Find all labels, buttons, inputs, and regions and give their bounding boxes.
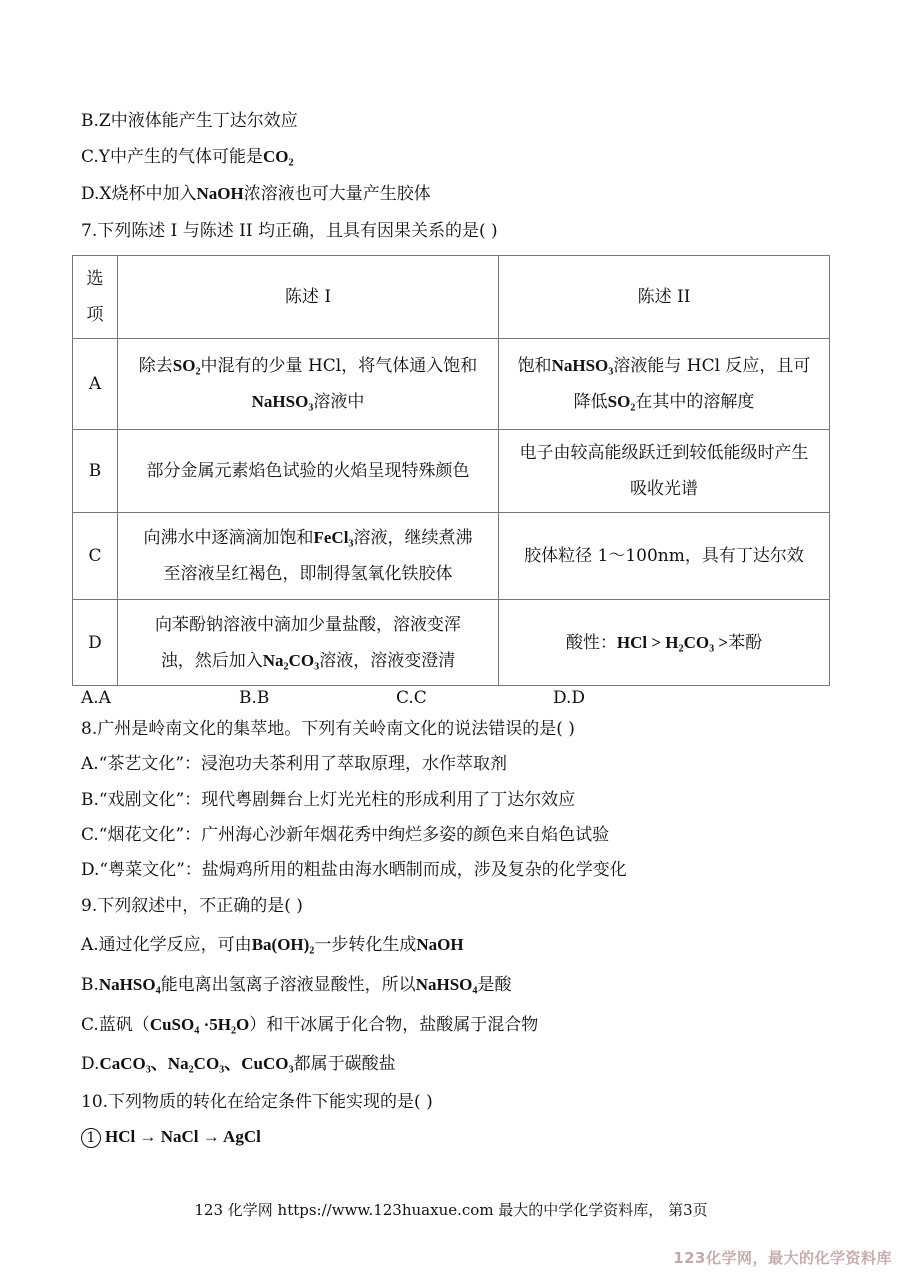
text: 浊，然后加入 — [160, 650, 263, 671]
q6-option-c-text: C.Y中产生的气体可能是 — [81, 147, 264, 167]
row-b-statement-2 — [499, 430, 830, 513]
q6-option-d — [81, 183, 431, 205]
circled-number: 1 — [81, 1128, 101, 1148]
row-a-statement-1 — [118, 339, 499, 430]
formula: HCl > H₂CO₃ > — [616, 632, 729, 652]
text: 溶液，继续煮沸 — [353, 528, 473, 548]
row-a-s2-line2 — [507, 384, 821, 420]
formula: SO₂ — [172, 356, 201, 375]
table-row-c — [73, 513, 830, 600]
q9-option-d — [81, 1053, 396, 1075]
text: 酸性： — [565, 632, 617, 653]
formula: Ba(OH)₂ — [251, 935, 315, 954]
formula: NaHSO₃ — [251, 392, 314, 411]
row-d-s1-line2 — [126, 643, 490, 679]
q10-item-1 — [81, 1126, 261, 1148]
header-statement-1: 陈述 I — [118, 256, 499, 339]
row-b-option: B — [73, 430, 118, 513]
row-d-statement-1 — [118, 600, 499, 686]
row-a-s2-line1 — [507, 348, 821, 384]
q8-option-a: A.“茶艺文化”：浸泡功夫茶利用了萃取原理，水作萃取剂 — [81, 754, 508, 774]
q9-question: 9.下列叙述中，不正确的是( ) — [81, 896, 303, 916]
q6-option-b: B.Z中液体能产生丁达尔效应 — [81, 111, 298, 131]
q6-option-d-text: D.X烧杯中加入 — [81, 184, 197, 204]
table-row-d — [73, 600, 830, 686]
q6-option-c-formula: CO₂ — [263, 147, 294, 166]
row-a-s1-line2 — [126, 384, 490, 420]
q7-table — [72, 255, 830, 686]
table-row-b — [73, 430, 830, 513]
page-footer: 123 化学网 https://www.123huaxue.com 最大的中学化学资料库， 第3页 — [194, 1201, 708, 1219]
formula: NaOH — [416, 935, 464, 954]
row-b-s2-line2: 吸收光谱 — [630, 479, 698, 499]
formula: SO₂ — [607, 392, 636, 411]
table-row-a — [73, 339, 830, 430]
q6-option-d-text-end: 浓溶液也可大量产生胶体 — [243, 184, 431, 204]
header-option — [73, 256, 118, 339]
text: 苯酚 — [728, 632, 763, 653]
q9-option-b — [81, 974, 511, 996]
text: 都属于碳酸盐 — [293, 1054, 396, 1074]
text: A.通过化学反应，可由 — [81, 935, 252, 955]
text: 饱和 — [517, 356, 552, 376]
header-option-line2: 项 — [86, 305, 104, 325]
q8-option-d: D.“粤菜文化”：盐焗鸡所用的粗盐由海水晒制而成，涉及复杂的化学变化 — [81, 860, 627, 880]
row-b-statement-1: 部分金属元素焰色试验的火焰呈现特殊颜色 — [118, 430, 499, 513]
answer-c: C.C — [396, 688, 427, 708]
formula: FeCl₃ — [313, 528, 354, 547]
formula: NaHSO₃ — [551, 356, 614, 375]
answer-d: D.D — [553, 688, 586, 708]
table-header-row — [73, 256, 830, 339]
row-d-s1-line1: 向苯酚钠溶液中滴加少量盐酸，溶液变浑 — [155, 614, 461, 635]
text: C.蓝矾（ — [81, 1015, 150, 1035]
text: 是酸 — [477, 975, 512, 995]
q8-option-b: B.“戏剧文化”：现代粤剧舞台上灯光光柱的形成利用了丁达尔效应 — [81, 790, 576, 810]
text: 溶液能与 HCl 反应，且可 — [613, 356, 811, 376]
row-a-option: A — [73, 339, 118, 430]
text: D. — [81, 1054, 100, 1074]
q8-question: 8.广州是岭南文化的集萃地。下列有关岭南文化的说法错误的是( ) — [81, 719, 575, 739]
row-c-statement-2: 胶体粒径 1～100nm，具有丁达尔效 — [499, 513, 830, 600]
header-statement-2: 陈述 II — [499, 256, 830, 339]
answer-b: B.B — [239, 688, 270, 708]
row-c-s1-line1 — [126, 520, 490, 556]
header-option-line1: 选 — [86, 269, 104, 289]
q6-option-d-formula: NaOH — [196, 184, 244, 203]
text: B. — [81, 975, 99, 995]
row-a-s1-line1 — [126, 348, 490, 384]
q9-option-a — [81, 934, 464, 956]
text: 溶液中 — [313, 392, 365, 412]
formula: NaHSO₄ — [98, 975, 161, 994]
row-d-option: D — [73, 600, 118, 686]
row-b-s2-line1: 电子由较高能级跃迁到较低能级时产生 — [519, 443, 809, 463]
formula: Na₂CO₃ — [262, 650, 320, 670]
formula: CuSO₄ ·5H₂O — [149, 1015, 250, 1034]
formula: NaHSO₄ — [415, 975, 478, 994]
formula: HCl → NaCl → AgCl — [105, 1127, 261, 1146]
text: 一步转化生成 — [314, 935, 417, 955]
q6-option-c — [81, 146, 294, 168]
row-a-statement-2 — [499, 339, 830, 430]
answer-a: A.A — [81, 688, 111, 708]
q8-option-c: C.“烟花文化”：广州海心沙新年烟花秀中绚烂多姿的颜色来自焰色试验 — [81, 825, 610, 845]
text: 向沸水中逐滴滴加饱和 — [143, 528, 314, 548]
text: 在其中的溶解度 — [635, 392, 755, 412]
q7-question: 7.下列陈述 I 与陈述 II 均正确，且具有因果关系的是( ) — [81, 221, 498, 241]
q10-question: 10.下列物质的转化在给定条件下能实现的是( ) — [81, 1092, 433, 1112]
q9-option-c — [81, 1014, 538, 1036]
text: 溶液，溶液变澄清 — [319, 650, 456, 671]
row-d-statement-2 — [499, 600, 830, 686]
text: 能电离出氢离子溶液显酸性，所以 — [160, 975, 416, 995]
text: ）和干冰属于化合物，盐酸属于混合物 — [249, 1015, 539, 1035]
text: 中混有的少量 HCl，将气体通入饱和 — [200, 356, 478, 376]
text: 除去 — [138, 356, 173, 376]
formula: CaCO₃、Na₂CO₃、CuCO₃ — [99, 1054, 294, 1073]
row-c-option: C — [73, 513, 118, 600]
row-c-statement-1 — [118, 513, 499, 600]
text: 降低 — [573, 392, 608, 412]
row-c-s1-line2: 至溶液呈红褐色，即制得氢氧化铁胶体 — [163, 564, 453, 584]
watermark: 123化学网，最大的化学资料库 — [673, 1249, 892, 1267]
